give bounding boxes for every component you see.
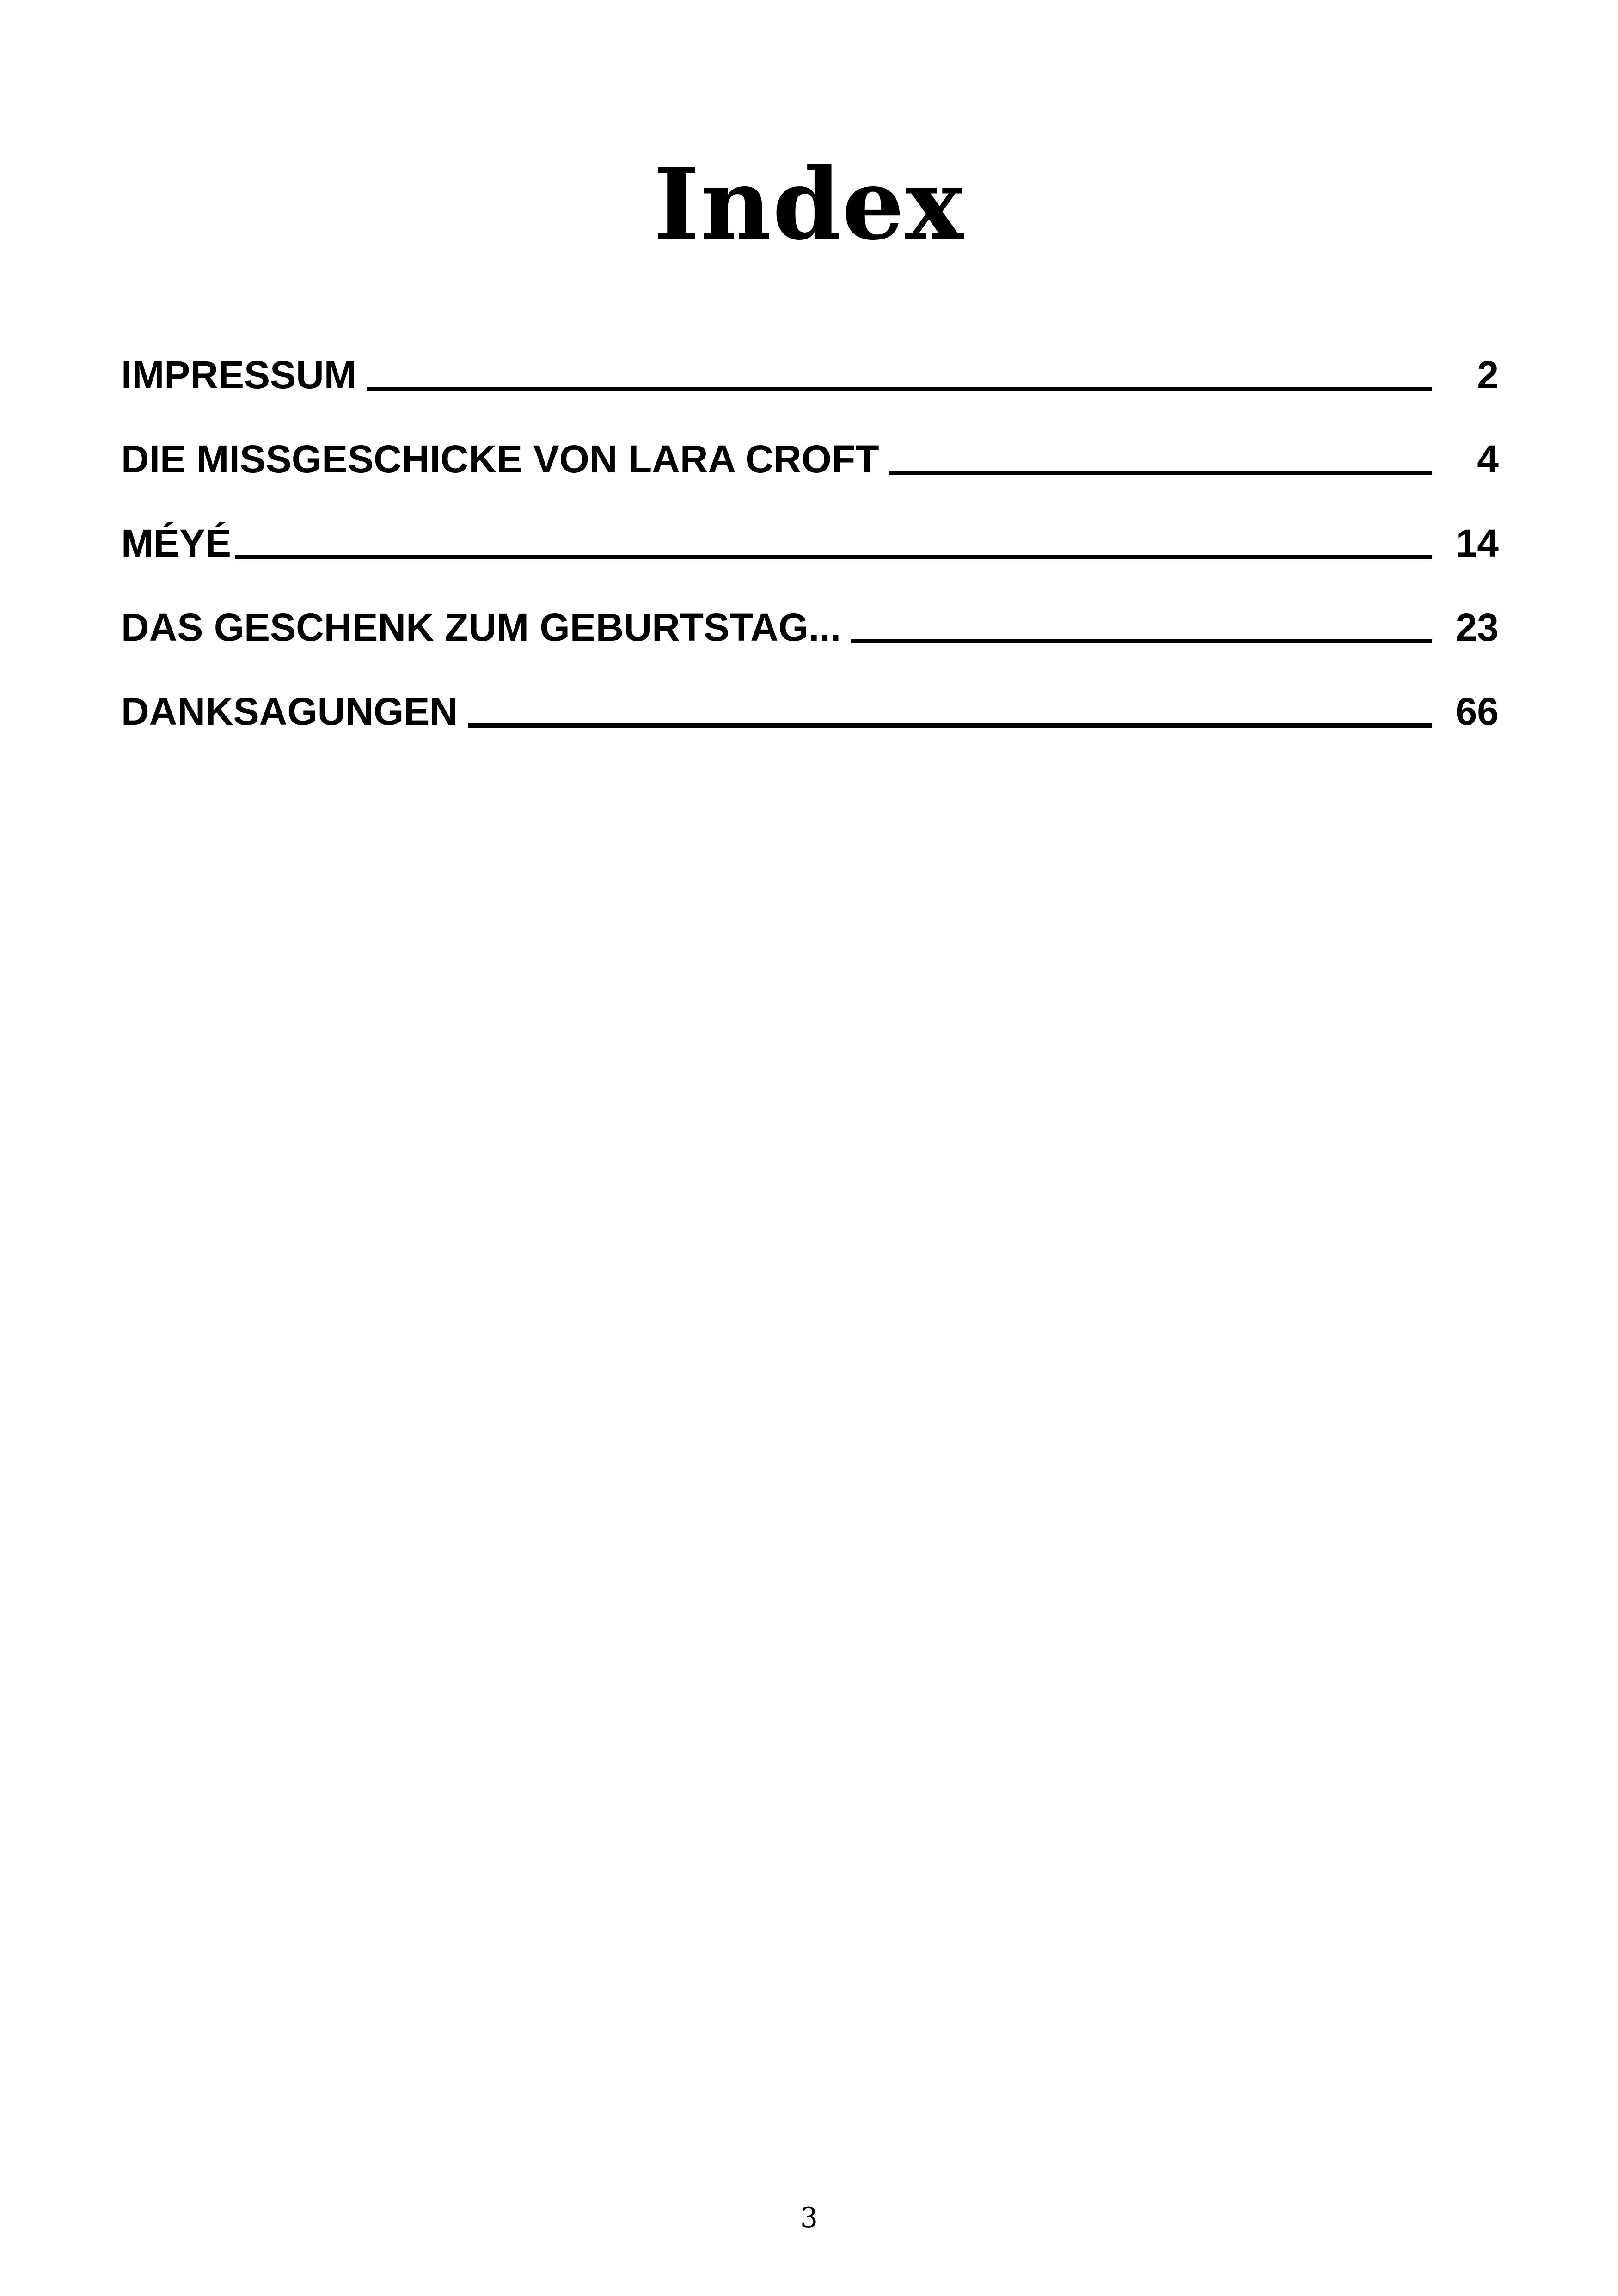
toc-entry-lara-croft[interactable] (121, 417, 1499, 501)
toc-leader-line (367, 387, 1432, 391)
toc-entry-label: DIE MISSGESCHICKE VON LARA CROFT (121, 437, 879, 481)
toc-leader-line (468, 723, 1432, 728)
toc-leader-line (889, 471, 1432, 475)
page-title: Index (653, 147, 965, 262)
toc-entry-page-number: 2 (1477, 353, 1499, 397)
toc-entry-geschenk[interactable] (121, 585, 1499, 669)
page-number: 3 (800, 2202, 818, 2234)
toc-entry-page-number: 66 (1455, 690, 1499, 733)
toc-leader-line (235, 555, 1432, 559)
toc-entry-label: IMPRESSUM (121, 353, 356, 397)
toc-entry-page-number: 4 (1477, 437, 1499, 481)
toc-entry-meye[interactable] (121, 501, 1499, 585)
toc-entry-label: DANKSAGUNGEN (121, 690, 458, 733)
toc-entry-danksagungen[interactable] (121, 669, 1499, 753)
toc-entry-label: DAS GESCHENK ZUM GEBURTSTAG... (121, 606, 841, 649)
toc-entry-page-number: 14 (1455, 521, 1499, 565)
table-of-contents (121, 333, 1499, 753)
toc-entry-impressum[interactable] (121, 333, 1499, 417)
toc-leader-line (851, 639, 1432, 643)
toc-entry-page-number: 23 (1455, 606, 1499, 649)
toc-entry-label: MÉYÉ (121, 521, 232, 565)
